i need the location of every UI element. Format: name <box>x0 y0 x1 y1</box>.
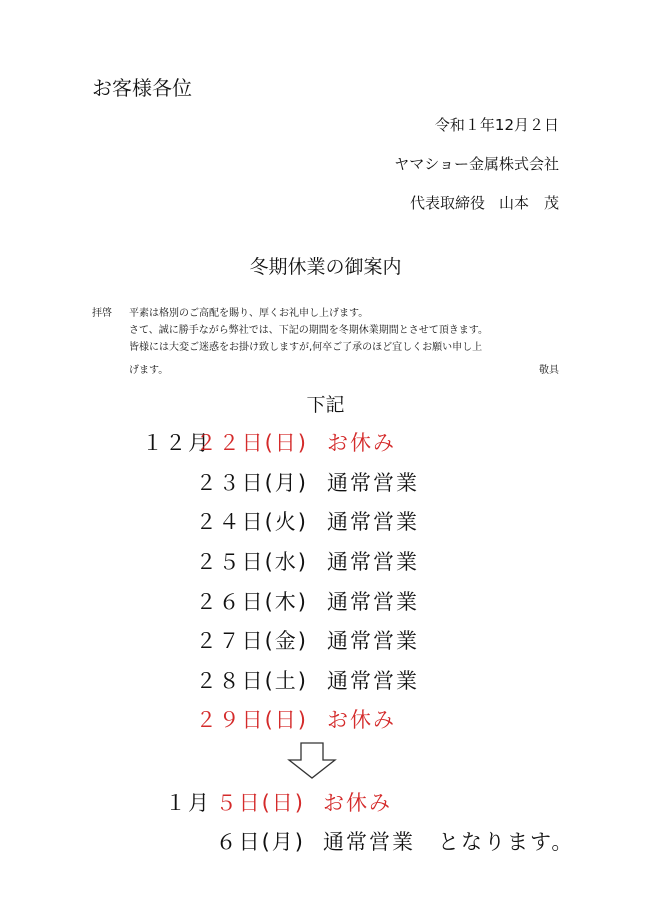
kaki-heading: 下記 <box>306 394 345 416</box>
row-date: ２５日(水) <box>195 550 308 574</box>
greeting-line-1: 平素は格別のご高配を賜り、厚くお礼申し上げます。 <box>129 308 369 319</box>
row-status: 通常営業 <box>327 550 419 574</box>
row-date: ２７日(金) <box>195 629 308 653</box>
row-date: ２２日(日) <box>195 431 308 455</box>
schedule-row <box>0 787 305 815</box>
row-status: お休み <box>327 431 396 455</box>
greeting-line-3: 皆様には大変ご迷惑をお掛け致しますが,何卒ご了承のほど宜しくお願い申し上 <box>129 342 483 353</box>
row-status: 通常営業 <box>327 510 419 534</box>
row-date: ２８日(土) <box>195 669 308 693</box>
greeting-closing: 敬具 <box>539 365 559 376</box>
issue-date: 令和１年12月２日 <box>434 116 559 134</box>
greeting-lead: 拝啓 <box>92 308 112 319</box>
schedule-row <box>0 826 305 854</box>
row-status: お休み <box>327 708 396 732</box>
schedule-row <box>0 586 308 614</box>
schedule-row <box>0 665 308 693</box>
schedule-row <box>0 546 308 574</box>
row-date: ５日(日) <box>215 791 305 815</box>
row-status: 通常営業 <box>327 590 419 614</box>
schedule-row <box>0 467 308 495</box>
representative <box>410 192 559 213</box>
schedule-row <box>0 625 308 653</box>
row-date: ２３日(月) <box>195 471 308 495</box>
row-date: ２９日(日) <box>195 708 308 732</box>
document-title: 冬期休業の御案内 <box>249 256 402 278</box>
row-status: 通常営業 となります。 <box>323 830 575 854</box>
greeting-line-2: さて、誠に勝手ながら弊社では、下記の期間を冬期休業期間とさせて頂きます。 <box>129 325 488 336</box>
schedule-row <box>0 506 308 534</box>
schedule-row <box>0 427 308 455</box>
schedule-row <box>0 704 308 732</box>
row-status: 通常営業 <box>327 471 419 495</box>
greeting-line-4: げます。 <box>129 365 169 376</box>
rep-name: 山本 茂 <box>498 194 559 212</box>
row-status: 通常営業 <box>327 629 419 653</box>
row-date: ２６日(木) <box>195 590 308 614</box>
down-arrow-icon <box>287 742 337 780</box>
row-status: お休み <box>323 791 392 815</box>
addressee: お客様各位 <box>92 76 192 100</box>
month-label: １月 <box>165 791 211 815</box>
row-status: 通常営業 <box>327 669 419 693</box>
rep-title: 代表取締役 <box>409 194 485 212</box>
row-date: ２４日(火) <box>195 510 308 534</box>
company-name: ヤマショー金属株式会社 <box>394 155 559 173</box>
row-date: ６日(月) <box>215 830 305 854</box>
month-label: １２月 <box>142 431 211 455</box>
